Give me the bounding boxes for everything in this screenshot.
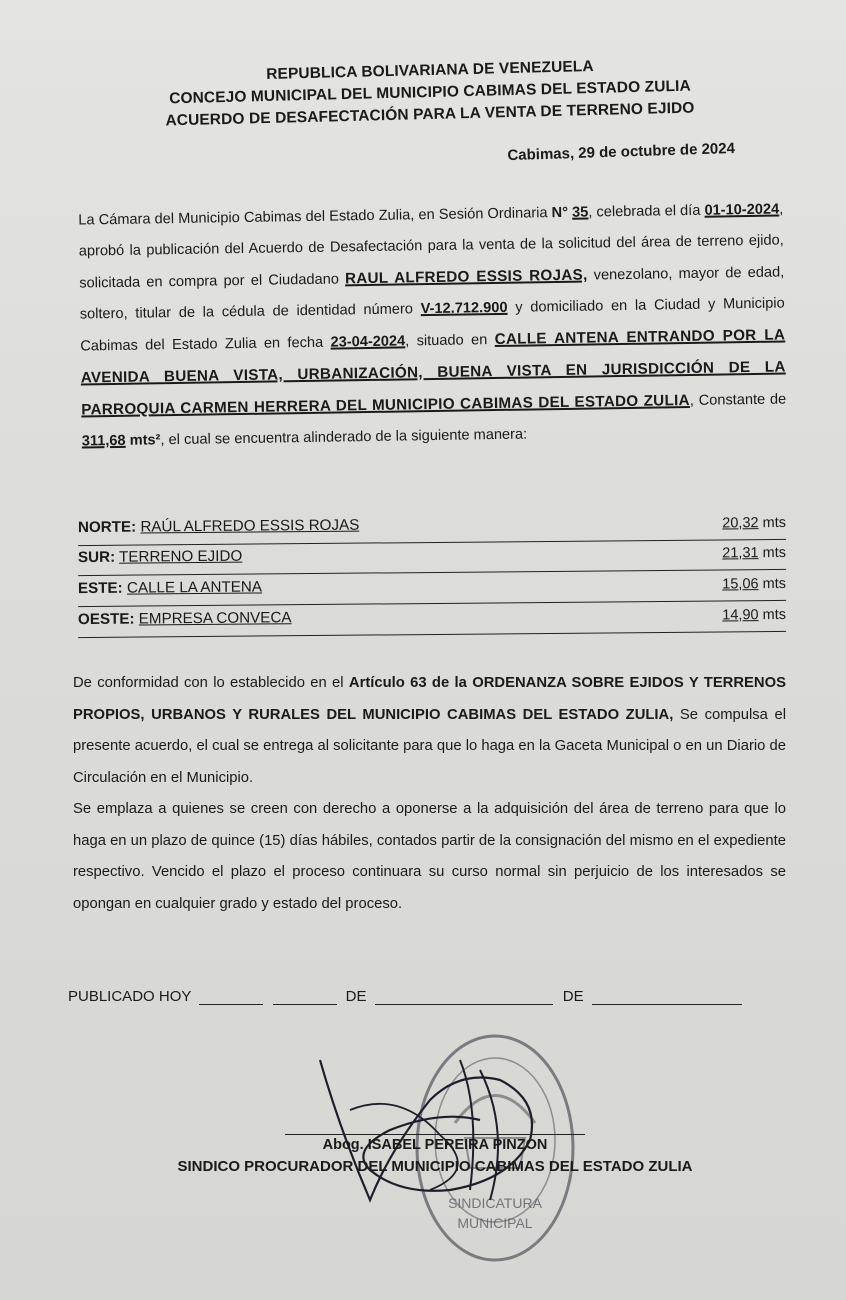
boundary-measure [722, 515, 786, 532]
boundary-value: CALLE LA ANTENA [126, 578, 263, 597]
body-text: Se compulsa el presente acuerdo, el cual se entrega al solicitante para que lo haga en la Gaceta Municipal o en un Diario de Circulación en el Municipio. [73, 706, 786, 786]
stamp-line-1: SINDICATURA [448, 1195, 542, 1211]
de-label-2: DE [562, 988, 584, 1005]
boundary-value: EMPRESA CONVECA [138, 609, 292, 628]
boundary-measure [722, 576, 786, 593]
applicant-name: RAUL ALFREDO ESSIS ROJAS, [344, 266, 588, 288]
body-text: De conformidad con lo establecido en el [73, 675, 349, 691]
stamp-line-2: MUNICIPAL [457, 1215, 533, 1231]
day-blank-2 [273, 988, 337, 1005]
body-paragraph-3: Se emplaza a quienes se creen con derecho a oponerse a la adquisición del área de terreno para que lo haga en un plazo de quince (15) días hábiles, contados partir de la consignación del mismo en el expediente respectivo. Vencido el plazo el proceso continuara su curso normal sin perjuicio de los interesados se opongan en cualquier grado y estado del proceso. [73, 801, 786, 912]
measure-number: 20,32 [722, 515, 759, 532]
body-text: La Cámara del Municipio Cabimas del Estado Zulia, en Sesión Ordinaria [78, 205, 552, 229]
body-text: , el cual se encuentra alinderado de la siguiente manera: [160, 426, 528, 449]
measure-number: 15,06 [722, 576, 759, 593]
handwritten-signature [310, 1040, 570, 1210]
body-paragraph-2 [73, 668, 786, 794]
boundary-row-west [78, 605, 786, 638]
boundary-row-north [78, 513, 786, 546]
property-location: CALLE ANTENA ENTRANDO POR LA AVENIDA BUENA VISTA, URBANIZACIÓN, BUENA VISTA EN JURISDICCIÓN DE LA PARROQUIA CARMEN HERRERA DEL MUNICIPIO CABIMAS DEL ESTADO ZULIA [80, 326, 786, 419]
body-text: , situado en [405, 332, 495, 350]
year-blank [592, 988, 742, 1005]
signatory-name: Abog. ISABEL PEREIRA PINZON [285, 1134, 585, 1153]
header-council: CONCEJO MUNICIPAL DEL MUNICIPIO CABIMAS DEL ESTADO ZULIA [168, 77, 691, 108]
measure-number: 21,31 [722, 545, 759, 562]
area-value: 311,68 [81, 432, 126, 450]
boundary-measure [722, 607, 786, 624]
measure-unit: mts [758, 514, 787, 532]
de-label-1: DE [345, 988, 367, 1005]
body-text: , Constante de [689, 391, 787, 409]
measure-unit: mts [758, 544, 787, 562]
body-text: venezolano, mayor de edad, soltero, titular de la cédula de identidad número [79, 264, 785, 323]
boundary-row-east [78, 574, 786, 607]
session-date: 01-10-2024 [704, 201, 780, 219]
body-text: , aprobó la publicación del Acuerdo de Desafectación para la venta de la solicitud del área de terreno ejido, solicitada en compra por el Ciudadano [78, 201, 784, 292]
boundary-value: RAÚL ALFREDO ESSIS ROJAS [140, 516, 360, 536]
measure-unit: mts [758, 606, 787, 624]
boundary-row-south [78, 543, 786, 576]
ordinance-reference: Artículo 63 de la ORDENANZA SOBRE EJIDOS Y TERRENOS PROPIOS, URBANOS Y RURALES DEL MUNICIPIO CABIMAS DEL ESTADO ZULIA, [73, 675, 786, 723]
header-republic: REPUBLICA BOLIVARIANA DE VENEZUELA [266, 58, 594, 83]
boundary-label: ESTE: [77, 579, 123, 598]
measure-number: 14,90 [722, 607, 759, 624]
measure-unit: mts [758, 575, 787, 593]
day-blank [199, 988, 263, 1005]
session-number: 35 [571, 204, 589, 221]
month-blank [375, 988, 553, 1005]
body-paragraph-1 [78, 194, 787, 457]
id-number: V-12.712.900 [420, 299, 508, 318]
session-label: N° [551, 204, 573, 222]
area-unit: mts² [125, 432, 161, 449]
published-label: PUBLICADO HOY [68, 988, 192, 1005]
boundary-label: SUR: [77, 548, 116, 567]
boundary-label: NORTE: [77, 518, 137, 537]
body-text: y domiciliado en la Ciudad y Municipio Cabimas del Estado Zulia en fecha [80, 295, 785, 355]
domicile-date: 23-04-2024 [330, 333, 406, 351]
body-text: , celebrada el día [588, 202, 705, 221]
header-agreement-title: ACUERDO DE DESAFECTACIÓN PARA LA VENTA DE TERRENO EJIDO [165, 99, 695, 130]
boundary-value: TERRENO EJIDO [118, 547, 243, 566]
date-line: Cabimas, 29 de octubre de 2024 [507, 139, 736, 165]
boundary-label: OESTE: [77, 610, 135, 629]
signatory-role: SINDICO PROCURADOR DEL MUNICIPIO CABIMAS DEL ESTADO ZULIA [177, 1158, 693, 1175]
publication-line [68, 988, 758, 1012]
boundary-measure [722, 545, 786, 562]
